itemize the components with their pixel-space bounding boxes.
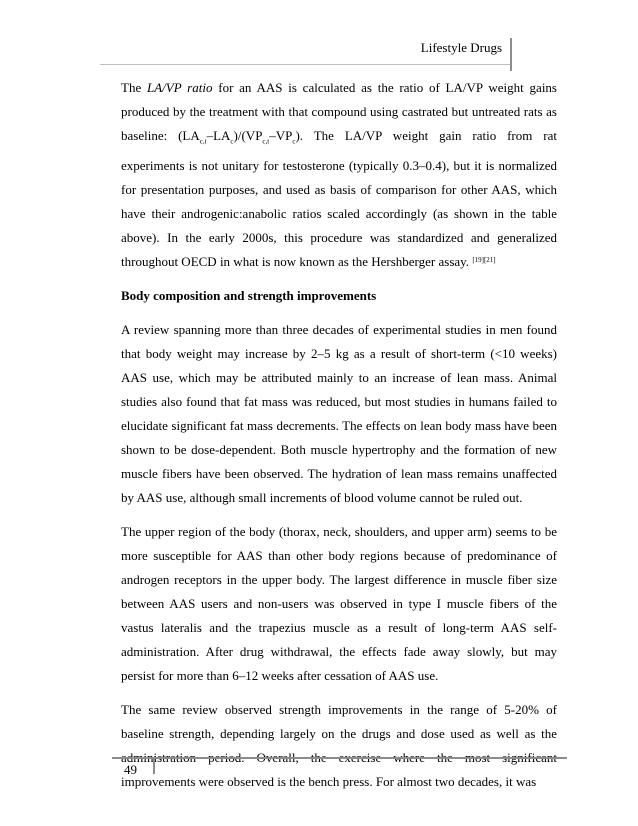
- paragraph-strength: The same review observed strength improvements in the range of 5-20% of baseline strength, depending largely on the drugs and dose used as well as the improvements were observed is the bench press. For almost two decades, it was: [121, 701, 557, 789]
- citation-references: [19][21]: [472, 255, 496, 264]
- header-vertical-rule: [510, 38, 512, 71]
- p1-part-a: for an AAS is calculated as the ratio of LA/VP weight gains produced by the treatment with that compound using castrated but untreated rats as baseline: (LA: [121, 80, 557, 143]
- p1-part-d: –VP: [269, 128, 293, 143]
- paragraph-body-composition: A review spanning more than three decades of experimental studies in men found that body weight may increase by 2–5 kg as a result of short-term (<10 weeks) AAS use, which may be attributed mainly to an increase of lean mass. Animal studies also found that fat mass was reduced, but most studies in humans failed to elucidate significant fat mass decrements. The effects on lean body mass have been shown to be dose-dependent. Both muscle hypertrophy and the formation of new muscle fibers have been observed. The hydration of lean mass remains unaffected by AAS use, although small increments of blood volume cannot be ruled out.: [121, 321, 557, 505]
- p1-part-b: –LA: [206, 128, 231, 143]
- p1-subscript-4: c: [292, 137, 296, 146]
- footer-vertical-rule: [153, 757, 155, 774]
- p1-part-e: ). The LA/VP weight gain ratio from rat experiments is not unitary for testosterone (typically 0.3–0.4), but it is normalized for presentation purposes, and used as basis of comparison for other AAS, which have their androgenic:anabolic ratios scaled accordingly (as shown in the table above). In the early 2000s, this procedure was standardized and generalized throughout OECD in what is now known as the Hershberger assay.: [121, 128, 557, 269]
- page-number: 49: [124, 762, 137, 777]
- header-horizontal-rule: [100, 64, 510, 65]
- p1-lead: The: [121, 80, 147, 95]
- body-content: [121, 76, 557, 794]
- running-header-title: Lifestyle Drugs: [420, 40, 502, 55]
- p1-subscript-3: c,t: [262, 137, 270, 146]
- section-heading: Body composition and strength improvements: [121, 287, 377, 303]
- p1-part-c: )/(VP: [233, 128, 263, 143]
- p1-term-la-vp-ratio: LA/VP ratio: [146, 80, 213, 95]
- footer-horizontal-rule: [112, 757, 567, 759]
- p1-subscript-1: c,t: [199, 137, 207, 146]
- paragraph-upper-body: The upper region of the body (thorax, neck, shoulders, and upper arm) seems to be more susceptible for AAS than other body regions because of predominance of androgen receptors in the upper body. The largest difference in muscle fiber size between AAS users and non-users was observed in type I muscle fibers of the vastus lateralis and the trapezius muscle as a result of long-term AAS self-administration. After drug withdrawal, the effects fade away slowly, but may persist for more than 6–12 weeks after cessation of AAS use.: [121, 523, 557, 683]
- p1-subscript-2: c: [230, 137, 234, 146]
- paragraph-la-vp-ratio: [121, 76, 557, 274]
